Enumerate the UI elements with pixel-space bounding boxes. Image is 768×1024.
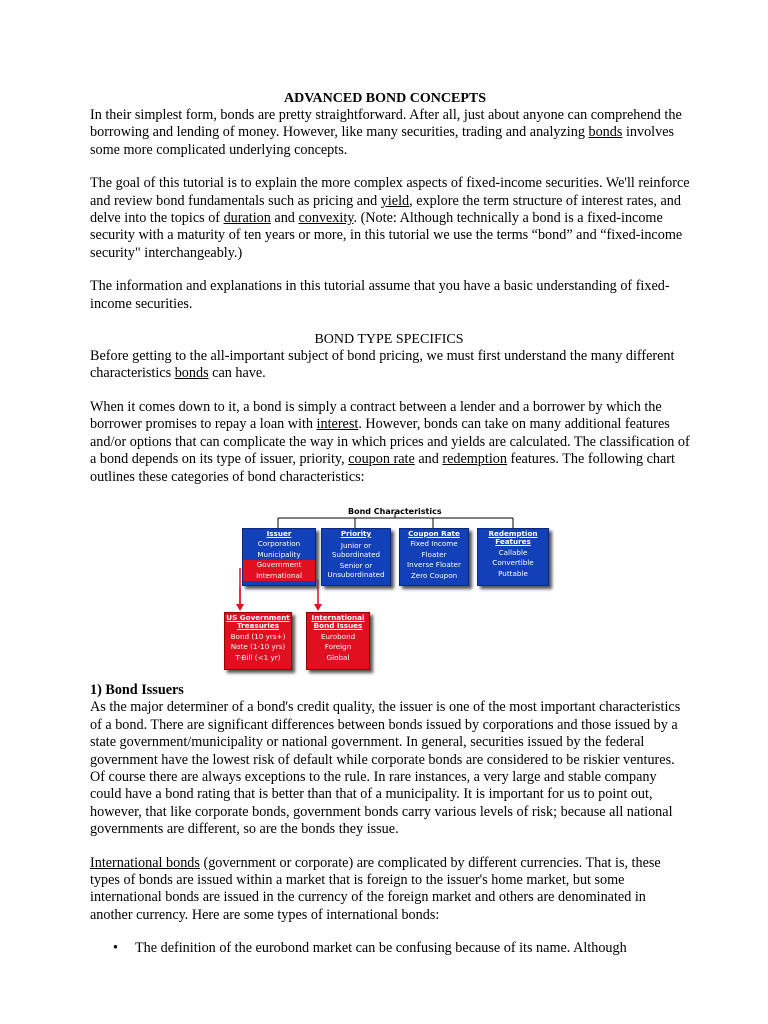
coupon-item: Fixed Income — [410, 539, 458, 549]
us-government-heading: US Government Treasuries — [226, 612, 290, 630]
us-government-item: T-Bill (<1 yr) — [235, 652, 281, 662]
interest-link[interactable]: interest — [316, 416, 359, 433]
international-bonds-link[interactable]: International bonds — [90, 854, 200, 871]
coupon-heading: Coupon Rate — [408, 528, 460, 538]
bonds-link-2[interactable]: bonds — [174, 365, 209, 382]
issuer-box — [242, 528, 316, 586]
issuer-item: Municipality — [257, 549, 301, 559]
list-item: • The definition of the eurobond market can be confusing because of its name. Although — [90, 940, 690, 957]
us-government-box — [224, 612, 292, 670]
intro-paragraph-3: The information and explanations in this tutorial assume that you have a basic understanding of fixed-income securities. — [90, 278, 670, 312]
redemption-heading: Redemption Features — [488, 528, 538, 546]
section-paragraph-1: Before getting to the all-important subject of bond pricing, we must first understand the many different characteristics bonds can have. — [90, 348, 675, 382]
convexity-link[interactable]: convexity — [298, 210, 354, 227]
redemption-item: Puttable — [498, 568, 528, 578]
us-government-item: Bond (10 yrs+) — [230, 631, 286, 641]
issuer-item-highlight: International — [243, 571, 315, 582]
international-heading: International Bond Issues — [311, 612, 365, 630]
redemption-item: Convertible — [492, 558, 534, 568]
priority-heading: Priority — [340, 528, 372, 538]
redemption-item: Callable — [498, 547, 528, 557]
redemption-box — [477, 528, 549, 586]
duration-link[interactable]: duration — [223, 210, 271, 227]
page-title: ADVANCED BOND CONCEPTS — [284, 91, 486, 106]
coupon-item: Inverse Floater — [407, 560, 461, 570]
international-item: Global — [326, 652, 350, 662]
intro-paragraph-1: In their simplest form, bonds are pretty straightforward. After all, just about anyone can comprehend the borrowing and lending of money. However, like many securities, trading and analyzing bonds involves some more complicated underlying concepts. — [90, 107, 682, 158]
issuer-heading: Issuer — [266, 528, 292, 538]
bond-issuers-paragraph: As the major determiner of a bond's credit quality, the issuer is one of the most important characteristics of a bond. There are significant differences between bonds issued by corporations and those issued by a state government/municipality or national government. In general, securities issued by the federal government have the lowest risk of default while corporate bonds are considered to be riskier ventures. Of course there are always exceptions to the rule. In rare instances, a very large and stable company could have a bond rating that is better than that of a municipality. It is important for us to point out, however, that like corporate bonds, government bonds carry various levels of risk; because all national governments are different, so are the bonds they issue. — [90, 699, 681, 838]
bonds-link[interactable]: bonds — [588, 124, 623, 141]
document-page — [90, 90, 690, 958]
international-item: Eurobond — [320, 631, 356, 641]
intro-paragraph-2: The goal of this tutorial is to explain the more complex aspects of fixed-income securities. We'll reinforce and review bond fundamentals such as pricing and yield, explore the term structure of interest rates, and delve into the topics of duration and convexity. (Note: Although technically a bond is a fixed-income security with a maturity of ten years or more, in this tutorial we use the terms “bond” and “fixed-income security" interchangeably.) — [90, 175, 690, 261]
yield-link[interactable]: yield — [380, 192, 410, 209]
international-bond-types-list — [90, 940, 690, 957]
coupon-rate-box — [399, 528, 469, 586]
priority-item: Senior or Unsubordinated — [327, 561, 385, 580]
priority-item: Junior or Subordinated — [331, 541, 381, 560]
international-item: Foreign — [324, 642, 352, 652]
issuer-item: Corporation — [257, 539, 301, 549]
international-issues-box — [306, 612, 370, 670]
diagram-title: Bond Characteristics — [348, 506, 442, 516]
redemption-link[interactable]: redemption — [442, 451, 507, 468]
priority-box — [321, 528, 391, 586]
us-government-item: Note (1-10 yrs) — [230, 642, 286, 652]
bond-characteristics-diagram — [0, 500, 768, 700]
section-heading: BOND TYPE SPECIFICS — [314, 332, 464, 348]
coupon-item: Zero Coupon — [410, 570, 458, 580]
issuer-item-highlight: Government — [243, 560, 315, 571]
section-paragraph-2: When it comes down to it, a bond is simply a contract between a lender and a borrower by which the borrower promises to repay a loan with interest. However, bonds can take on many additional features and/or options that can complicate the way in which prices and yields are calculated. The classification of a bond depends on its type of issuer, priority, coupon rate and redemption features. The following chart outlines these categories of bond characteristics: — [90, 398, 690, 485]
bond-issuers-heading: 1) Bond Issuers — [90, 681, 184, 698]
coupon-rate-link[interactable]: coupon rate — [348, 451, 415, 468]
international-bonds-paragraph: International bonds (government or corporate) are complicated by different currencies. That is, these types of bonds are issued within a market that is foreign to the issuer's home market, but some international bonds are issued in the currency of the foreign market and others are denominated in another currency. Here are some types of international bonds: — [90, 854, 661, 923]
coupon-item: Floater — [421, 549, 447, 559]
